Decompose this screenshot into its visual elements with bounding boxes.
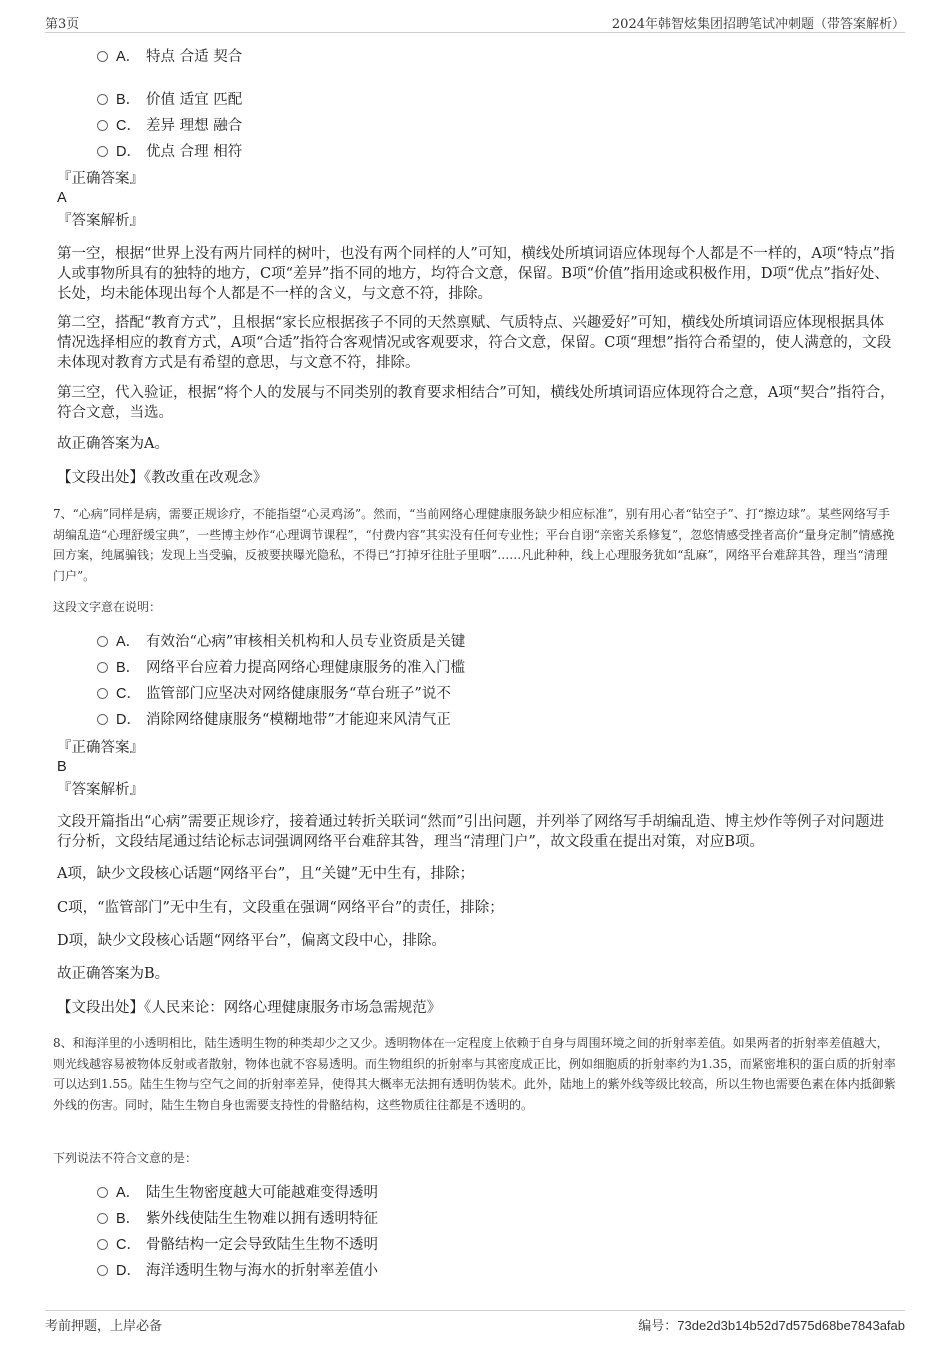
code-value: 73de2d3b14b52d7d575d68be7843afab (677, 1318, 905, 1333)
analysis-paragraph: 文段开篇指出“心病”需要正规诊疗，接着通过转折关联词“然而”引出问题，并列举了网络写手胡编乱造、博主炒作等例子对问题进行分析，文段结尾通过结论标志词强调网络平台难辞其咎，理当“清理门户”，故文段重在提出对策，对应B项。 (57, 814, 885, 850)
radio-icon[interactable] (97, 662, 108, 673)
analysis-paragraph: A项，缺少文段核心话题“网络平台”，且“关键”无中生有，排除； (57, 866, 475, 882)
radio-icon[interactable] (97, 51, 108, 62)
question-stem: 下列说法不符合文意的是： (53, 1151, 198, 1165)
q6-option-b[interactable]: B． 价值 适宜 匹配 (97, 90, 242, 110)
analysis-paragraph: 第二空，搭配“教育方式”，且根据“家长应根据孩子不同的天然禀赋、气质特点、兴趣爱好”可知，横线处所填词语应体现根据具体情况选择相应的教育方式，A项“合适”指符合客观情况或客观要求，符合文意，保留。C项“理想”指符合希望的，使人满意的，文段未体现对教育方式是有希望的意思，与文意不符，排除。 (57, 315, 892, 371)
analysis-paragraph: D项，缺少文段核心话题“网络平台”，偏离文段中心，排除。 (57, 933, 446, 949)
correct-answer: B (57, 759, 67, 775)
radio-icon[interactable] (97, 1213, 108, 1224)
q6-option-d[interactable]: D． 优点 合理 相符 (97, 142, 242, 162)
question-text: 7、“心病”同样是病，需要正规诊疗，不能指望“心灵鸡汤”。然而，“当前网络心理健康服务缺少相应标准”，别有用心者“钻空子”、打“擦边球”。某些网络写手胡编乱造“心理舒缓宝典”，一些博主炒作“心理调节课程”，“付费内容”其实没有任何专业性；平台自诩“亲密关系修复”，忽悠情感受挫者高价“量身定制”情感挽回方案，纯属骗钱；发现上当受骗，反被要挟曝光隐私，不得已“打掉牙往肚子里咽”……凡此种种，线上心理服务犹如“乱麻”，网络平台难辞其咎，理当“清理门户”。 (53, 507, 895, 583)
question-text: 8、和海洋里的小透明相比，陆生透明生物的种类却少之又少。透明物体在一定程度上依赖于自身与周围环境之间的折射率差值。如果两者的折射率差值越大，则光线越容易被物体反射或者散射，物体也就不容易透明。而生物组织的折射率与其密度成正比，例如细胞质的折射率约为1.35，而紧密堆积的蛋白质的折射率可以达到1.55。陆生生物与空气之间的折射率差异，使得其大概率无法拥有透明伪装术。此外，陆地上的紫外线等级比较高，所以生物也需要色素在体内抵御紫外线的伤害。同时，陆生生物自身也需要支持性的骨骼结构，这些物质往往都是不透明的。 (53, 1036, 896, 1112)
answer-label: 『正确答案』 (57, 740, 144, 756)
radio-icon[interactable] (97, 146, 108, 157)
analysis-paragraph: 第三空，代入验证，根据“将个人的发展与不同类别的教育要求相结合”可知，横线处所填词语应体现符合之意，A项“契合”指符合，符合文意，当选。 (57, 385, 895, 421)
q8-option-b[interactable]: B． 紫外线使陆生生物难以拥有透明特征 (97, 1209, 378, 1229)
q8-option-a[interactable]: A． 陆生生物密度越大可能越难变得透明 (97, 1183, 378, 1203)
page-header (45, 10, 905, 33)
document-code (638, 1315, 905, 1334)
analysis-paragraph: 第一空，根据“世界上没有两片同样的树叶，也没有两个同样的人”可知，横线处所填词语应体现每个人都是不一样的，A项“特点”指人或事物所具有的独特的地方，C项“差异”指不同的地方，均符合文意，保留。B项“价值”指用途或积极作用，D项“优点”指好处、长处，均未能体现出每个人都是不一样的含义，与文意不符，排除。 (57, 246, 895, 302)
radio-icon[interactable] (97, 94, 108, 105)
q8-option-c[interactable]: C． 骨骼结构一定会导致陆生生物不透明 (97, 1235, 378, 1255)
source-citation: 【文段出处】《教改重在改观念》 (57, 470, 268, 486)
code-label: 编号： (638, 1319, 678, 1334)
q7-option-a[interactable]: A． 有效治“心病”审核相关机构和人员专业资质是关键 (97, 632, 465, 652)
question-stem: 这段文字意在说明： (53, 600, 162, 614)
q7-option-d[interactable]: D． 消除网络健康服务“模糊地带”才能迎来风清气正 (97, 710, 451, 730)
q7-option-c[interactable]: C． 监管部门应坚决对网络健康服务“草台班子”说不 (97, 684, 451, 704)
source-citation: 【文段出处】《人民来论：网络心理健康服务市场急需规范》 (57, 1000, 442, 1016)
radio-icon[interactable] (97, 714, 108, 725)
analysis-conclusion: 故正确答案为B。 (57, 966, 170, 982)
q6-option-c[interactable]: C． 差异 理想 融合 (97, 116, 242, 136)
analysis-label: 『答案解析』 (57, 782, 144, 798)
radio-icon[interactable] (97, 688, 108, 699)
answer-label: 『正确答案』 (57, 171, 144, 187)
q8-option-d[interactable]: D． 海洋透明生物与海水的折射率差值小 (97, 1261, 378, 1281)
q7-option-b[interactable]: B． 网络平台应着力提高网络心理健康服务的准入门槛 (97, 658, 465, 678)
radio-icon[interactable] (97, 1239, 108, 1250)
document-title: 2024年韩智炫集团招聘笔试冲刺题（带答案解析） (611, 17, 905, 32)
page-footer (45, 1310, 905, 1341)
footer-slogan: 考前押题，上岸必备 (45, 1319, 163, 1334)
radio-icon[interactable] (97, 1187, 108, 1198)
correct-answer: A (57, 190, 67, 206)
radio-icon[interactable] (97, 120, 108, 131)
q6-option-a[interactable]: A． 特点 合适 契合 (97, 47, 242, 67)
radio-icon[interactable] (97, 1265, 108, 1276)
radio-icon[interactable] (97, 636, 108, 647)
page-number: 第3页 (45, 17, 80, 32)
analysis-paragraph: C项，“监管部门”无中生有，文段重在强调“网络平台”的责任，排除； (57, 900, 504, 916)
analysis-conclusion: 故正确答案为A。 (57, 436, 169, 452)
analysis-label: 『答案解析』 (57, 213, 144, 229)
